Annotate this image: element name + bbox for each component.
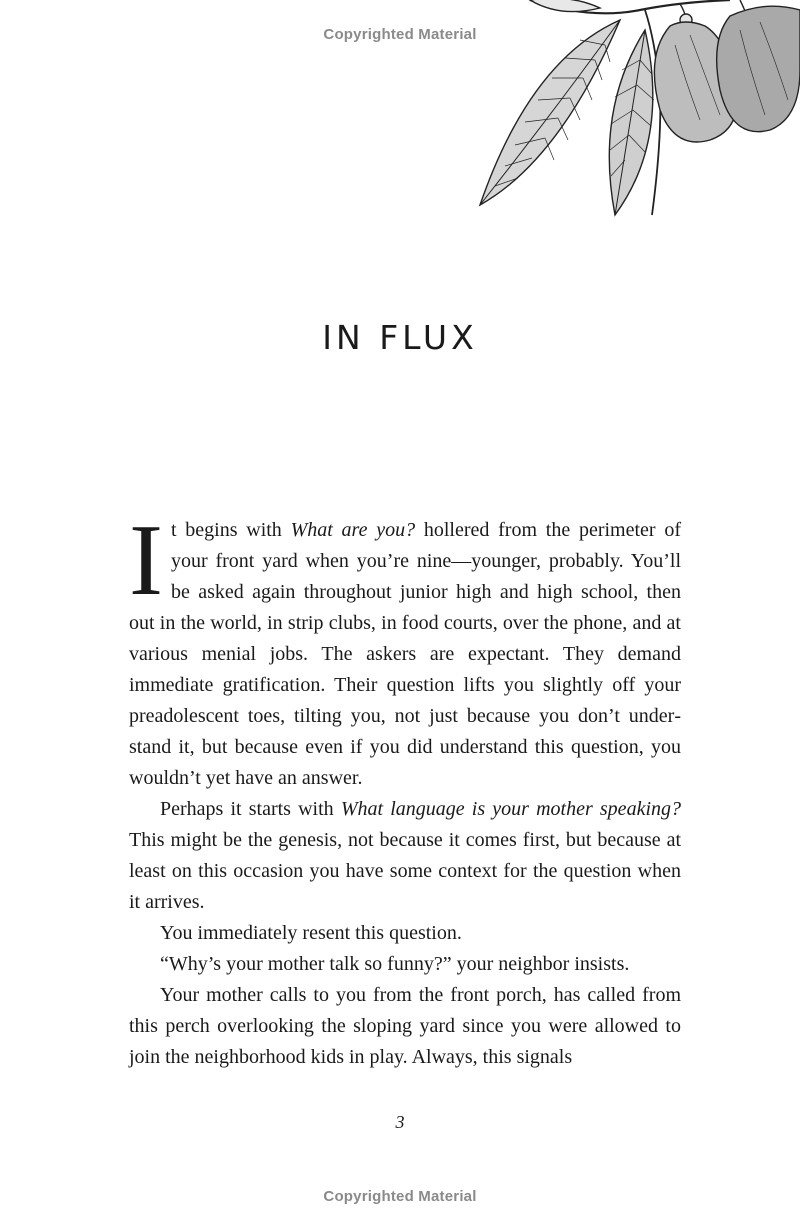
paragraph-2-text-b: This might be the genesis, not because it comes first, but because at least on this occasion you have some context for the question when it arrives. [129, 829, 681, 913]
paragraph-1-italic: What are you? [290, 519, 416, 541]
chapter-title: IN FLUX [322, 318, 478, 357]
chapter-body [129, 504, 682, 1073]
paragraph-2-italic: What language is your mother speaking? [340, 798, 681, 820]
paragraph-5: Your mother calls to you from the front porch, has called from this perch overlooking the sloping yard since you were allowed to join the neighborhood kids in play. Always, this signals [129, 984, 681, 1068]
drop-cap: I [129, 504, 163, 617]
paragraph-3: You immediately resent this question. [160, 922, 462, 944]
paragraph-1-text-b: hollered from the perimeter of your front yard when you’re nine—younger, probably. You’ll be asked again throughout junior high and high school, then out in the world, in strip clubs, in food courts, over the phone, and at various menial jobs. The askers are expectant. They demand immediate gratification. Their question lifts you slightly off your preadolescent toes, tilting you, not just because you don’t understand it, but because even if you did understand this question, you wouldn’t yet have an answer. [129, 519, 682, 789]
paragraph-1-text-a: t begins with [170, 519, 291, 541]
paragraph-4: “Why’s your mother talk so funny?” your neighbor insists. [160, 953, 630, 975]
paragraph-1 [129, 504, 682, 794]
page-number: 3 [395, 1112, 405, 1132]
paragraph-2-text-a: Perhaps it starts with [160, 798, 341, 820]
watermark-top: Copyrighted Material [323, 26, 477, 43]
paragraph-2 [129, 794, 681, 918]
watermark-bottom: Copyrighted Material [323, 1188, 477, 1205]
botanical-illustration [470, 0, 800, 230]
